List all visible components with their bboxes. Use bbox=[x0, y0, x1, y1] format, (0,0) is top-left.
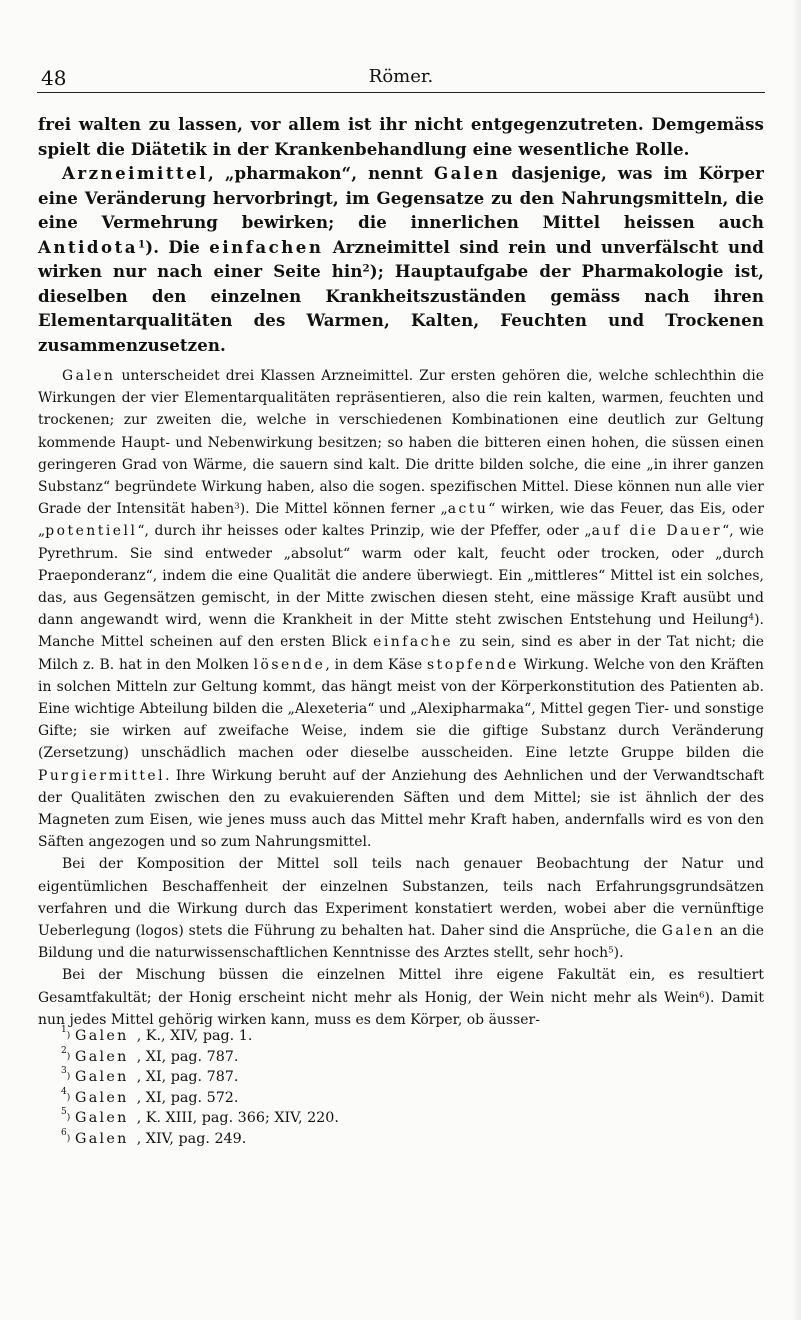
term-purgiermittel: Purgiermittel bbox=[38, 767, 166, 784]
author-galen: Galen bbox=[661, 923, 716, 940]
page-header bbox=[37, 62, 765, 92]
footnote-ref: 6 bbox=[699, 989, 705, 1000]
author-galen: Galen bbox=[433, 163, 501, 183]
footnote-ref: 4 bbox=[748, 612, 755, 623]
footnote-ref: 1 bbox=[138, 237, 146, 250]
paragraph-mischung: Bei der Mischung büssen die einzelnen Mittel ihre eigene Fakultät ein, es resultiert Gesamtfakultät; der Honig erscheint nicht mehr als Honig, der Wein nicht mehr als Wein$^6$). Damit nun jedes Mittel gehörig wirken kann, muss es dem Körper, ob äusser- bbox=[38, 967, 765, 1028]
footnote-ref: 5 bbox=[608, 945, 614, 956]
page-number: 48 bbox=[41, 66, 67, 90]
footnote: 3) Galen , XI, pag. 787. bbox=[61, 1066, 239, 1085]
footnotes bbox=[61, 1026, 339, 1149]
term-potentiell: potentiell bbox=[45, 523, 138, 540]
term-antidota: Antidota bbox=[38, 236, 138, 257]
paragraph-klassen: Galen unterscheidet drei Klassen Arzneimittel. Zur ersten gehören die, welche schlechthin die Wirkungen der vier Elementarqualitäten repräsentieren, also die rein kalten, warmen, feuchten und trockenen; zur zweiten die, welche in verschiedenen Kombinationen eine deutlich zur Geltung kommende Haupt- und Nebenwirkung besitzen; so haben die bitteren einen hohen, die süssen einen geringeren Grad von Wärme, die sauern sind kalt. Die dritte bilden solche, die eine „in ihrer ganzen Substanz“ begründete Wirkung haben, also die sogen. spezifischen Mittel. Diese können nun alle vier Grade der Intensität haben$^3$). Die Mittel können ferner „actu“ wirken, wie das Feuer, das Eis, oder „potentiell“, durch ihr heisses oder kaltes Prinzip, wie der Pfeffer, oder „auf die Dauer“, wie Pyrethrum. Sie sind entweder „absolut“ warm oder kalt, feucht oder trocken, oder „durch Praeponderanz“, indem die eine Qualität die andere überwiegt. Ein „mittleres“ Mittel ist ein solches, das, aus Gegensätzen gemischt, in der Mitte zwischen diesen steht, eine mässige Kraft ausübt und dann angewandt wird, wenn die Krankheit in der Mitte steht zwischen Entstehung und Heilung$^4$). Manche Mittel scheinen auf den ersten Blick einfache zu sein, sind es aber in der Tat nicht; die Milch z. B. hat in den Molken lösende, in dem Käse stopfende Wirkung. Welche von den Kräften in solchen Mitteln zur Geltung kommt, das hängt meist von der Körperkonstitution des Patienten ab. Eine wichtige Abteilung bilden die „Alexeteria“ und „Alexipharmaka“, Mittel gegen Tier- und sonstige Gifte; sie wirken auf zweifache Weise, indem sie die giftige Substanz durch Veränderung (Zersetzung) unschädlich machen oder dieselbe ausscheiden. Eine letzte Gruppe bilden die Purgiermittel. Ihre Wirkung beruht auf der Anziehung des Aehnlichen und der Verwandtschaft der Qualitäten zwischen den zu evakuierenden Säften und dem Mittel; sie ist ähnlich der des Magneten zum Eisen, wie jenes muss auch das Mittel mehr Kraft haben, andernfalls wird es von den Säften angezogen und so zum Nahrungsmittel. bbox=[38, 368, 765, 851]
footnote: 6) Galen , XIV, pag. 249. bbox=[61, 1127, 247, 1147]
page-edge-shadow bbox=[792, 0, 801, 1320]
term-einfachen: einfachen bbox=[209, 236, 324, 257]
term-stopfende: stopfende bbox=[427, 656, 519, 673]
term-auf-die-dauer: auf die Dauer bbox=[591, 523, 723, 540]
footnote: 2) Galen , XI, pag. 787. bbox=[61, 1045, 239, 1065]
term-arzneimittel: Arzneimittel bbox=[62, 163, 209, 183]
footnote: 1) Galen , K., XIV, pag. 1. bbox=[61, 1025, 253, 1044]
header-rule bbox=[37, 92, 765, 93]
footnote-ref: 3 bbox=[234, 501, 240, 512]
footnote: 5) Galen , K. XIII, pag. 366; XIV, 220. bbox=[61, 1107, 339, 1126]
author-galen: Galen bbox=[62, 368, 116, 384]
term-loesende: lösende bbox=[253, 656, 326, 673]
term-einfache: einfache bbox=[373, 634, 454, 651]
term-actu: actu bbox=[447, 501, 489, 518]
paragraph-diaetetik: frei walten zu lassen, vor allem ist ihr nicht entgegenzutreten. Demgemäss spielt die Diätetik in der Krankenbehandlung eine wesentliche Rolle. Arzneimittel, „pharmakon“, nennt Galen dasjenige, was im Körper eine Veränderung hervorbringt, im Gegensatze zu den Nahrungsmitteln, die eine Vermehrung bewirken; die innerlichen Mittel heissen auch Antidota$^1$). Die einfachen Arzneimittel sind rein und unverfälscht und wirken nur nach einer Seite hin$^2$); Hauptaufgabe der Pharmakologie ist, dieselben den einzelnen Krankheitszuständen gemäss nach ihren Elementarqualitäten des Warmen, Kalten, Feuchten und Trockenen zusammenzusetzen. bbox=[38, 114, 764, 355]
footnote-ref: 2 bbox=[362, 262, 370, 275]
running-head: Römer. bbox=[368, 66, 434, 87]
paragraph-komposition: Bei der Komposition der Mittel soll teils nach genauer Beobachtung der Natur und eigentümlichen Beschaffenheit der einzelnen Substanzen, teils nach Erfahrungsgrundsätzen verfahren und die Wirkung durch das Experiment konstatiert werden, wobei aber die vernünftige Ueberlegung (logos) stets die Führung zu behalten hat. Daher sind die Ansprüche, die Galen an die Bildung und die naturwissenschaftlichen Kenntnisse des Arztes stellt, sehr hoch$^5$). bbox=[38, 856, 764, 962]
footnote: 4) Galen , XI, pag. 572. bbox=[61, 1086, 239, 1106]
body-text bbox=[38, 112, 764, 1031]
